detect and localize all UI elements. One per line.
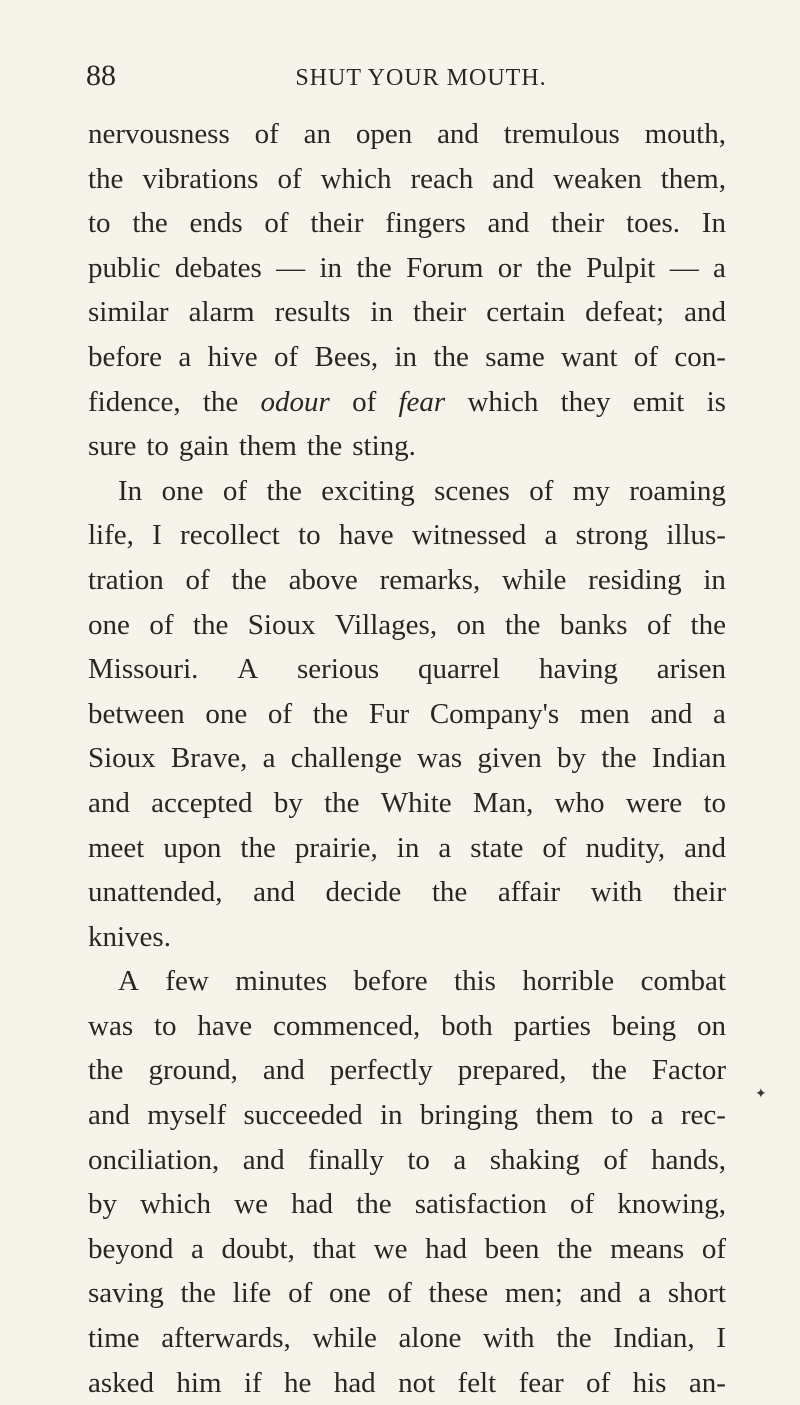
word: Indian <box>651 742 726 775</box>
word: them <box>238 430 297 463</box>
word: debates <box>174 251 262 284</box>
word: recollect <box>180 519 280 552</box>
word: was <box>88 1009 134 1042</box>
word: had <box>333 1366 376 1399</box>
word: perfectly <box>329 1054 433 1087</box>
word: the <box>192 608 229 641</box>
word: to <box>703 786 726 819</box>
word: horrible <box>522 965 615 998</box>
text-line <box>88 1138 726 1183</box>
word: and <box>242 1143 285 1176</box>
word: the <box>556 1322 592 1355</box>
word: knives. <box>88 920 171 953</box>
word: a <box>262 742 276 775</box>
text-line <box>88 1361 726 1405</box>
word: Brave, <box>170 742 248 775</box>
word: Villages, <box>334 608 438 641</box>
word: of <box>352 385 377 418</box>
word: con- <box>674 340 726 373</box>
word: the <box>202 385 239 418</box>
word: nervousness <box>88 118 230 150</box>
word: felt <box>457 1366 497 1399</box>
word: we <box>234 1188 268 1221</box>
text-line <box>88 1048 726 1093</box>
word: tration <box>88 563 164 596</box>
word: In <box>118 474 143 507</box>
word: which <box>467 385 539 418</box>
word: quarrel <box>418 653 501 686</box>
text-line <box>88 157 726 202</box>
word: of <box>542 831 567 864</box>
word: to <box>298 519 321 552</box>
word: had <box>425 1232 467 1265</box>
word: while <box>312 1322 377 1355</box>
text-line <box>88 469 726 514</box>
word: want <box>561 340 618 373</box>
word: of <box>273 340 299 373</box>
word: an <box>303 118 331 150</box>
word: the <box>266 474 302 507</box>
word: White <box>380 786 452 819</box>
word: unattended, <box>88 876 223 909</box>
word: A <box>118 965 139 998</box>
word: saving <box>88 1277 164 1310</box>
ink-mark-icon: ✦ <box>755 1087 767 1102</box>
word: one <box>88 608 130 641</box>
word: of <box>529 474 554 507</box>
word: the <box>433 340 469 373</box>
word: one <box>328 1277 371 1310</box>
word: given <box>477 742 542 775</box>
word: scenes <box>434 474 510 507</box>
word: Bees, <box>314 340 379 373</box>
word: which <box>140 1188 212 1221</box>
word: strong <box>575 519 649 552</box>
word: mouth, <box>644 118 726 150</box>
word: a <box>713 697 726 730</box>
word: not <box>398 1366 436 1399</box>
word: knowing, <box>617 1188 726 1221</box>
word: before <box>88 340 163 373</box>
text-line <box>88 513 726 558</box>
word: Sioux <box>88 742 156 775</box>
word: a <box>438 831 452 864</box>
word: of <box>185 563 210 596</box>
word: fear <box>398 385 446 418</box>
word: exciting <box>321 474 415 507</box>
word: the <box>88 162 124 195</box>
word: a <box>178 340 192 373</box>
word: Sioux <box>247 608 316 641</box>
word: of <box>586 1366 611 1399</box>
word: him <box>176 1366 222 1399</box>
word: time <box>88 1322 140 1355</box>
word: results <box>274 296 351 329</box>
word: a <box>650 1099 664 1132</box>
word: while <box>501 563 567 596</box>
word: myself <box>147 1099 227 1132</box>
text-line <box>88 290 726 335</box>
word: few <box>165 965 209 998</box>
word: illus- <box>666 519 726 552</box>
word: if <box>243 1366 262 1399</box>
text-line <box>88 915 726 960</box>
word: have <box>197 1009 253 1042</box>
word: means <box>610 1232 685 1265</box>
word: on <box>697 1009 726 1042</box>
word: to <box>153 1009 177 1042</box>
word: — <box>276 251 306 284</box>
word: his <box>632 1366 667 1399</box>
word: their <box>551 207 605 240</box>
word: open <box>355 118 413 150</box>
word: nudity, <box>585 831 666 864</box>
word: and <box>437 118 479 150</box>
running-head <box>86 56 726 96</box>
word: an- <box>688 1366 726 1399</box>
word: their <box>672 876 726 909</box>
word: before <box>353 965 428 998</box>
word: were <box>625 786 683 819</box>
word: who <box>554 786 605 819</box>
word: between <box>88 697 185 730</box>
word: by <box>557 742 587 775</box>
word: of <box>387 1277 412 1310</box>
text-line <box>88 1316 726 1361</box>
word: and <box>684 831 726 864</box>
word: A <box>237 653 259 686</box>
word: beyond <box>88 1232 174 1265</box>
word: sting. <box>352 430 416 463</box>
word: in <box>703 563 726 596</box>
word: of <box>149 608 174 641</box>
word: accepted <box>151 786 253 819</box>
word: to <box>407 1143 430 1176</box>
word: this <box>454 965 496 998</box>
text-line <box>88 603 726 648</box>
word: finally <box>308 1143 384 1176</box>
word: and <box>253 876 295 909</box>
word: of <box>569 1188 595 1221</box>
word: alone <box>398 1322 462 1355</box>
word: my <box>572 474 610 507</box>
word: the <box>504 608 541 641</box>
word: Forum <box>406 251 484 284</box>
word: on <box>456 608 486 641</box>
word: of <box>701 1232 726 1265</box>
word: with <box>590 876 643 909</box>
word: Missouri. <box>88 653 199 686</box>
word: the <box>312 697 349 730</box>
word: certain <box>486 296 566 329</box>
word: public <box>88 251 161 284</box>
word: a <box>638 1277 652 1310</box>
word: of <box>222 474 248 507</box>
word: to <box>146 430 169 463</box>
word: sure <box>88 430 137 463</box>
word: that <box>312 1232 356 1265</box>
word: them <box>535 1099 594 1132</box>
word: of <box>633 340 659 373</box>
word: of <box>277 162 302 195</box>
word: the <box>591 1054 627 1087</box>
word: short <box>667 1277 726 1310</box>
word: the <box>690 608 726 641</box>
word: of <box>267 697 293 730</box>
body-text <box>88 112 726 1405</box>
word: the <box>306 430 343 463</box>
word: men; <box>504 1277 563 1310</box>
word: by <box>88 1188 117 1221</box>
word: weaken <box>553 162 642 195</box>
word: witnessed <box>411 519 527 552</box>
word: the <box>324 786 360 819</box>
word: gain <box>178 430 229 463</box>
word: fear <box>518 1366 564 1399</box>
word: In <box>701 207 726 240</box>
word: the <box>180 1277 216 1310</box>
text-line <box>88 380 726 425</box>
text-line <box>88 335 726 380</box>
word: in <box>394 340 418 373</box>
word: vibrations <box>142 162 259 195</box>
word: state <box>470 831 524 864</box>
word: upon <box>163 831 222 864</box>
word: ends <box>189 207 243 240</box>
word: Indian, <box>613 1322 695 1355</box>
word: the <box>356 251 392 284</box>
word: of <box>603 1143 628 1176</box>
word: of <box>288 1277 313 1310</box>
word: residing <box>588 563 682 596</box>
word: of <box>254 118 279 150</box>
text-line <box>88 1271 726 1316</box>
word: serious <box>297 653 380 686</box>
word: life, <box>88 519 134 552</box>
word: had <box>291 1188 333 1221</box>
word: the <box>557 1232 593 1265</box>
word: I <box>716 1322 726 1355</box>
text-line <box>88 112 726 157</box>
word: them, <box>660 162 726 195</box>
page-number: 88 <box>86 59 116 92</box>
word: one <box>205 697 248 730</box>
text-line <box>88 781 726 826</box>
word: succeeded <box>243 1099 363 1132</box>
word: in <box>379 1099 403 1132</box>
word: odour <box>260 385 330 418</box>
word: their <box>413 296 467 329</box>
word: and <box>487 207 530 240</box>
word: prairie, <box>294 831 378 864</box>
word: satisfaction <box>414 1188 547 1221</box>
word: was <box>417 742 463 775</box>
word: which <box>320 162 392 195</box>
word: men <box>579 697 630 730</box>
word: one <box>161 474 204 507</box>
word: in <box>396 831 420 864</box>
word: he <box>284 1366 312 1399</box>
text-line <box>88 1227 726 1272</box>
word: fingers <box>385 207 466 240</box>
word: ground, <box>148 1054 238 1087</box>
word: the <box>240 831 276 864</box>
word: — <box>669 251 699 284</box>
word: banks <box>559 608 628 641</box>
word: a <box>713 251 726 284</box>
word: and <box>579 1277 622 1310</box>
word: remarks, <box>379 563 481 596</box>
word: of <box>264 207 289 240</box>
word: a <box>544 519 558 552</box>
word: emit <box>632 385 685 418</box>
word: prepared, <box>457 1054 567 1087</box>
text-line <box>88 558 726 603</box>
word: Company's <box>429 697 560 730</box>
word: to <box>610 1099 634 1132</box>
word: parties <box>513 1009 591 1042</box>
word: they <box>560 385 611 418</box>
word: above <box>288 563 358 596</box>
text-line <box>88 246 726 291</box>
word: a <box>453 1143 467 1176</box>
word: Man, <box>472 786 534 819</box>
word: of <box>646 608 672 641</box>
text-line <box>88 1004 726 1049</box>
word: have <box>338 519 394 552</box>
word: asked <box>88 1366 155 1399</box>
word: the <box>231 563 267 596</box>
text-line <box>88 959 726 1004</box>
text-line <box>88 692 726 737</box>
text-line <box>88 647 726 692</box>
word: arisen <box>656 653 726 686</box>
word: the <box>88 1054 124 1087</box>
word: the <box>431 876 468 909</box>
word: and <box>650 697 693 730</box>
word: afterwards, <box>161 1322 291 1355</box>
word: roaming <box>629 474 726 507</box>
word: to <box>88 207 111 240</box>
word: we <box>373 1232 408 1265</box>
word: in <box>319 251 343 284</box>
text-line <box>88 1182 726 1227</box>
word: or <box>497 251 522 284</box>
running-title: SHUT YOUR MOUTH. <box>295 65 547 91</box>
text-line <box>88 826 726 871</box>
word: commenced, <box>272 1009 421 1042</box>
word: and <box>88 786 130 819</box>
word: Fur <box>368 697 410 730</box>
word: combat <box>640 965 726 998</box>
word: tremulous <box>503 118 620 150</box>
word: life <box>232 1277 272 1310</box>
word: both <box>441 1009 493 1042</box>
word: and <box>88 1099 130 1132</box>
word: and <box>492 162 535 195</box>
word: bringing <box>419 1099 519 1132</box>
word: in <box>370 296 393 329</box>
word: toes. <box>626 207 681 240</box>
text-line <box>88 201 726 246</box>
word: and <box>684 296 726 329</box>
word: I <box>152 519 162 552</box>
text-line <box>88 870 726 915</box>
word: a <box>191 1232 204 1265</box>
word: with <box>482 1322 535 1355</box>
word: is <box>706 385 726 418</box>
word: challenge <box>290 742 402 775</box>
word: these <box>428 1277 489 1310</box>
word: similar <box>88 296 169 329</box>
word: hands, <box>651 1143 726 1176</box>
word: and <box>262 1054 305 1087</box>
text-line <box>88 736 726 781</box>
word: been <box>484 1232 540 1265</box>
word: the <box>536 251 572 284</box>
word: defeat; <box>585 296 665 329</box>
word: the <box>356 1188 392 1221</box>
word: affair <box>497 876 561 909</box>
word: alarm <box>188 296 255 329</box>
word: the <box>132 207 168 240</box>
word: hive <box>207 340 258 373</box>
text-line <box>88 424 726 469</box>
word: fidence, <box>88 385 181 418</box>
word: by <box>273 786 303 819</box>
word: meet <box>88 831 145 864</box>
word: shaking <box>489 1143 580 1176</box>
word: same <box>485 340 545 373</box>
word: the <box>601 742 637 775</box>
word: decide <box>325 876 402 909</box>
word: their <box>310 207 364 240</box>
word: rec- <box>680 1099 726 1132</box>
word: doubt, <box>221 1232 295 1265</box>
word: reach <box>410 162 474 195</box>
word: Factor <box>651 1054 726 1087</box>
text-line <box>88 1093 726 1138</box>
word: being <box>611 1009 677 1042</box>
word: having <box>538 653 618 686</box>
word: minutes <box>235 965 328 998</box>
word: onciliation, <box>88 1143 220 1176</box>
word: Pulpit <box>586 251 656 284</box>
